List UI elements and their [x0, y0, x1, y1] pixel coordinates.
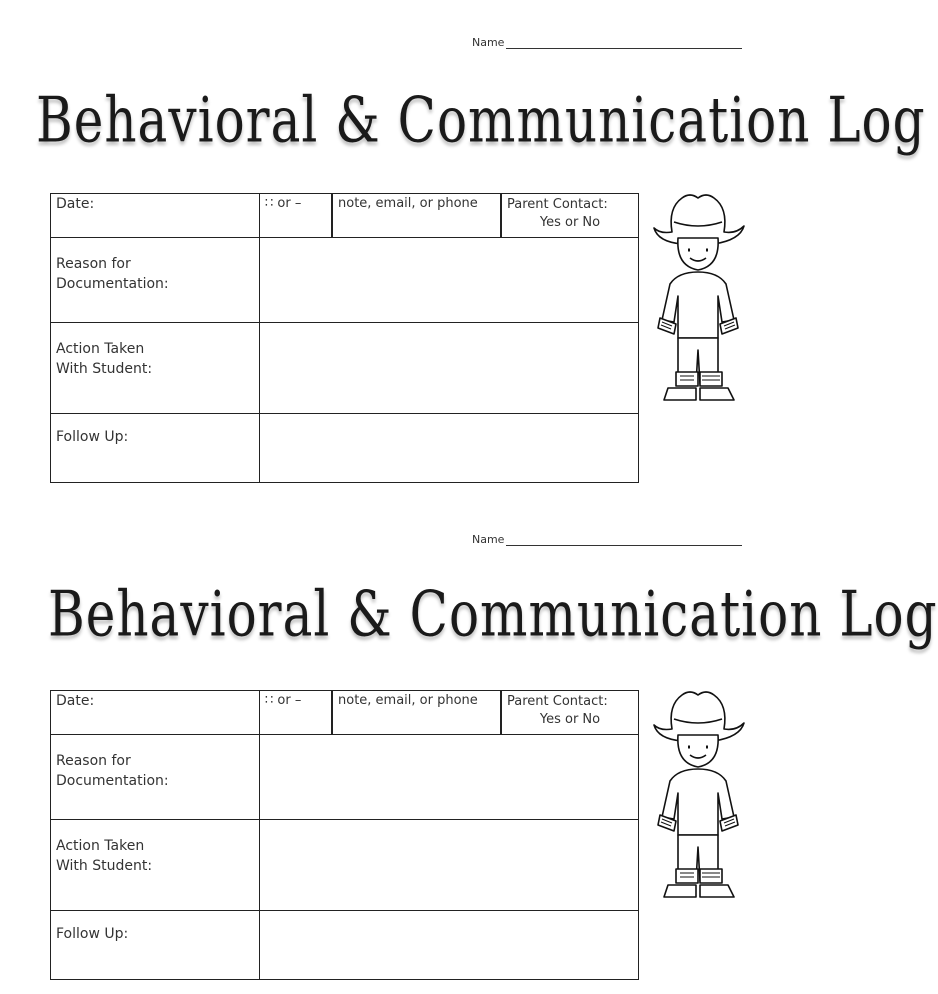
action-entry-cell[interactable] — [260, 820, 639, 911]
table-row — [51, 820, 639, 911]
action-entry-cell[interactable] — [260, 323, 639, 414]
parent-contact-options: Yes or No — [539, 712, 601, 727]
table-row — [51, 323, 639, 414]
name-label: Name — [472, 36, 505, 49]
action-label-line2: With Student: — [56, 858, 153, 874]
table-row — [51, 238, 639, 323]
name-blank-line[interactable] — [506, 48, 742, 49]
log-table — [50, 690, 639, 980]
reason-label-line1: Reason for — [56, 256, 131, 272]
symbol-cell[interactable] — [260, 691, 333, 735]
follow-up-entry-cell[interactable] — [260, 414, 639, 483]
contact-type-label: note, email, or phone — [338, 693, 478, 708]
contact-type-cell[interactable] — [332, 194, 501, 238]
contact-type-cell[interactable] — [332, 691, 501, 735]
reason-entry-cell[interactable] — [260, 238, 639, 323]
parent-contact-options: Yes or No — [539, 215, 601, 230]
reason-label-line2: Documentation: — [56, 276, 169, 292]
reason-label-cell — [51, 735, 260, 820]
date-cell[interactable] — [51, 194, 260, 238]
name-field[interactable] — [472, 36, 742, 52]
name-field[interactable] — [472, 533, 742, 549]
parent-contact-label: Parent Contact: — [507, 197, 608, 212]
follow-up-label-cell — [51, 911, 260, 980]
follow-up-entry-cell[interactable] — [260, 911, 639, 980]
reason-label-cell — [51, 238, 260, 323]
date-cell[interactable] — [51, 691, 260, 735]
symbol-label: ∷ or – — [265, 693, 302, 708]
date-label: Date: — [56, 693, 95, 709]
name-label: Name — [472, 533, 505, 546]
parent-contact-cell[interactable] — [501, 691, 639, 735]
table-row — [51, 735, 639, 820]
page-title: Behavioral & Communication Log — [48, 577, 938, 651]
symbol-cell[interactable] — [260, 194, 333, 238]
action-label-line2: With Student: — [56, 361, 153, 377]
log-table — [50, 193, 639, 483]
page-title: Behavioral & Communication Log — [36, 83, 926, 157]
follow-up-label-cell — [51, 414, 260, 483]
date-label: Date: — [56, 196, 95, 212]
log-section-1 — [0, 0, 926, 497]
reason-label-line2: Documentation: — [56, 773, 169, 789]
parent-contact-label: Parent Contact: — [507, 694, 608, 709]
log-section-2 — [0, 497, 938, 994]
reason-entry-cell[interactable] — [260, 735, 639, 820]
cowboy-boy-illustration — [648, 188, 748, 408]
action-label-line1: Action Taken — [56, 341, 145, 357]
action-label-cell — [51, 820, 260, 911]
symbol-label: ∷ or – — [265, 196, 302, 211]
table-row — [51, 414, 639, 483]
contact-type-label: note, email, or phone — [338, 196, 478, 211]
reason-label-line1: Reason for — [56, 753, 131, 769]
parent-contact-cell[interactable] — [501, 194, 639, 238]
table-row — [51, 911, 639, 980]
action-label-line1: Action Taken — [56, 838, 145, 854]
table-row — [51, 691, 639, 735]
follow-up-label: Follow Up: — [56, 429, 129, 445]
cowboy-boy-illustration — [648, 685, 748, 905]
follow-up-label: Follow Up: — [56, 926, 129, 942]
table-row — [51, 194, 639, 238]
action-label-cell — [51, 323, 260, 414]
name-blank-line[interactable] — [506, 545, 742, 546]
